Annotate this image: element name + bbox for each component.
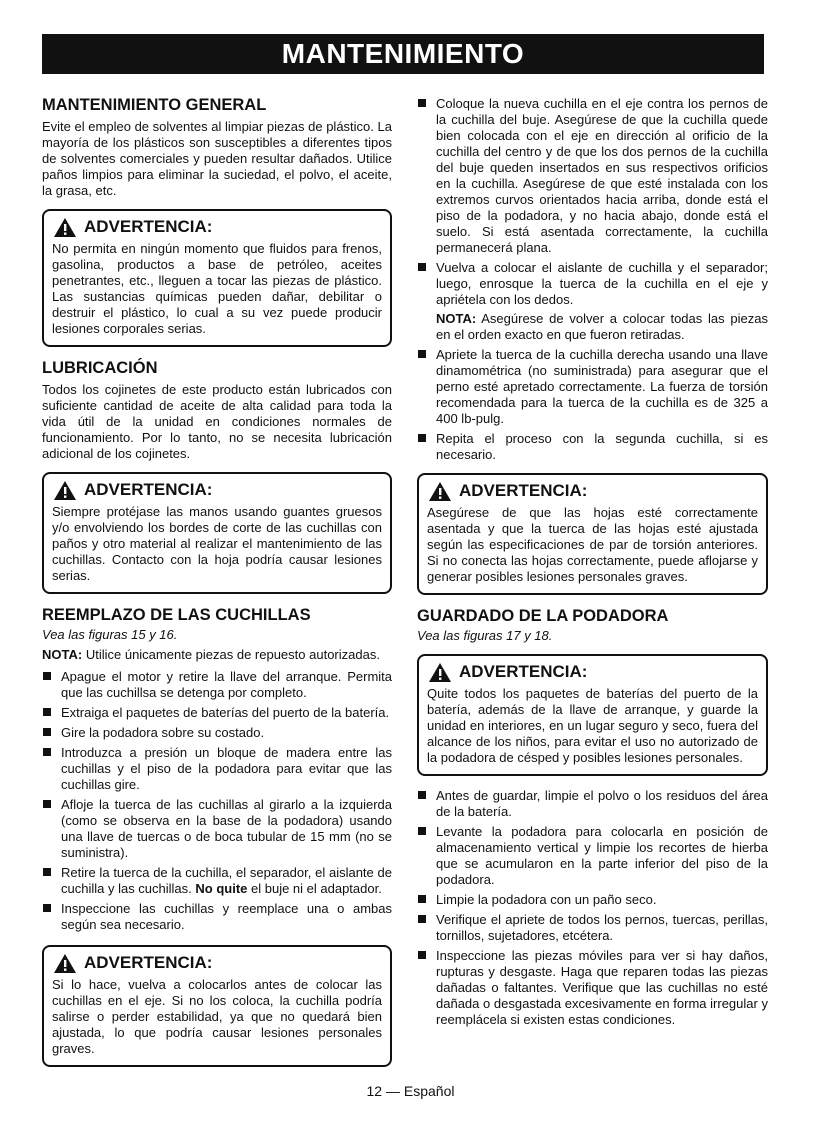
- list-item: Levante la podadora para colocarla en posición de almacenamiento vertical y limpie los recortes de hierba que se acumularon en la parte inferior del piso de la podadora.: [417, 824, 768, 888]
- warning-box: [417, 654, 768, 776]
- general-maintenance-heading: MANTENIMIENTO GENERAL: [42, 96, 267, 114]
- note-text: Utilice únicamente piezas de repuesto autorizadas.: [85, 647, 380, 662]
- note: [436, 311, 768, 343]
- page-title: MANTENIMIENTO: [42, 34, 764, 74]
- warning-title: ADVERTENCIA:: [84, 217, 213, 236]
- warning-text: Si lo hace, vuelva a colocarlos antes de colocar las cuchillas en el eje. Si no los coloca, la cuchilla podría salirse o perder estabilidad, ya que no quedará bien ajustada, lo que podría causar lesiones personales graves.: [52, 977, 382, 1056]
- figure-reference: Vea las figuras 15 y 16.: [42, 627, 178, 642]
- list-item: Inspeccione las cuchillas y reemplace una o ambas según sea necesario.: [42, 901, 392, 933]
- warning-text: Quite todos los paquetes de baterías del puerto de la batería, además de la llave de arranque, y guarde la unidad en interiores, en un lugar seguro y seco, fuera del alcance de los niños, para evitar el uso no autorizado de la podadora de césped y posibles lesiones personales.: [427, 686, 758, 765]
- list-item: Coloque la nueva cuchilla en el eje contra los pernos de la cuchilla del buje. Asegúrese de que la cuchilla quede bien colocada con el eje en dirección al orificio de la cuchilla del centro y de que los dos pernos de la cuchilla del buje queden insertados en sus respectivos orificios en la cuchilla. Asegúrese de que esté instalada con los extremos curvos orientados hacia arriba, donde está el piso de la podadora, y no hacia abajo, donde está el suelo. Si está asentada correctamente, la cuchilla permanecerá plana.: [417, 96, 768, 256]
- bullet-icon: [43, 904, 51, 912]
- bullet-icon: [418, 263, 426, 271]
- bullet-icon: [418, 434, 426, 442]
- warning-box: [417, 473, 768, 595]
- bullet-icon: [418, 915, 426, 923]
- list-item: Verifique el apriete de todos los pernos, tuercas, perillas, tornillos, sujetadores, etcétera.: [417, 912, 768, 944]
- page-number: 12 — Español: [366, 1083, 455, 1099]
- warning-text: No permita en ningún momento que fluidos para frenos, gasolina, productos a base de petróleo, aceites penetrantes, etc., lleguen a tocar las piezas de plástico. Las sustancias químicas pueden dañar, debilitar o destruir el plástico, lo cual a su vez puede producir lesiones corporales serias.: [52, 241, 382, 336]
- list-item: Inspeccione las piezas móviles para ver si hay daños, rupturas y desgaste. Haga que reparen todas las piezas dañadas o faltantes. Verifique que las cuchillas no esté dañada o desgastada excesivamente en forma irregular y reemplácela si existen estas condiciones.: [417, 948, 768, 1028]
- list-item: Antes de guardar, limpie el polvo o los residuos del área de la batería.: [417, 788, 768, 820]
- bullet-icon: [43, 800, 51, 808]
- bullet-icon: [418, 827, 426, 835]
- right-column: [417, 96, 768, 1032]
- bullet-icon: [43, 672, 51, 680]
- warning-title: ADVERTENCIA:: [459, 481, 588, 500]
- blade-steps-list-continued: [417, 96, 768, 463]
- list-item: Vuelva a colocar el aislante de cuchilla y el separador; luego, enrosque la tuerca de la cuchilla en el eje y apriétela con los dedos. NOTA: Asegúrese de volver a colocar todas las piezas en el orden exacto en que fueron retiradas.: [417, 260, 768, 343]
- bullet-icon: [418, 99, 426, 107]
- warning-title: ADVERTENCIA:: [459, 662, 588, 681]
- list-item: Apriete la tuerca de la cuchilla derecha usando una llave dinamométrica (no suministrada) para asegurar que el perno esté apretado correctamente. La fuerza de torsión recomendada para la tuerca de la cuchilla es de 325 a 400 lb-pulg.: [417, 347, 768, 427]
- warning-text: Siempre protéjase las manos usando guantes gruesos y/o envolviendo los bordes de corte de las cuchillas con paños y otro material al realizar el mantenimiento de las cuchillas. Contacto con la hoja podría causar lesiones serias.: [52, 504, 382, 583]
- bullet-icon: [43, 748, 51, 756]
- bullet-icon: [418, 791, 426, 799]
- blade-replacement-heading: REEMPLAZO DE LAS CUCHILLAS: [42, 606, 311, 624]
- figure-reference: Vea las figuras 17 y 18.: [417, 628, 553, 643]
- bullet-icon: [418, 350, 426, 358]
- list-item: Repita el proceso con la segunda cuchilla, si es necesario.: [417, 431, 768, 463]
- lubrication-heading: LUBRICACIÓN: [42, 359, 158, 377]
- warning-box: [42, 209, 392, 347]
- bullet-icon: [43, 728, 51, 736]
- note-label: NOTA:: [436, 311, 477, 326]
- bullet-icon: [43, 868, 51, 876]
- lubrication-text: Todos los cojinetes de este producto están lubricados con suficiente cantidad de aceite de alta calidad para toda la vida útil de la unidad en condiciones normales de funcionamiento. Por lo tanto, no se necesita lubricación adicional de los cojinetes.: [42, 382, 392, 461]
- list-item: Introduzca a presión un bloque de madera entre las cuchillas y el piso de la podadora para evitar que las cuchillas gire.: [42, 745, 392, 793]
- warning-box: [42, 472, 392, 594]
- warning-title: ADVERTENCIA:: [84, 480, 213, 499]
- warning-triangle-icon: [54, 218, 76, 237]
- list-item: Apague el motor y retire la llave del arranque. Permita que las cuchillsa se detenga por completo.: [42, 669, 392, 701]
- warning-triangle-icon: [54, 481, 76, 500]
- blade-steps-list: [42, 669, 392, 933]
- general-maintenance-text: Evite el empleo de solventes al limpiar piezas de plástico. La mayoría de los plásticos son susceptibles a diferentes tipos de solventes comerciales y pueden resultar dañados. Utilice paños limpios para eliminar la suciedad, el polvo, el aceite, la grasa, etc.: [42, 119, 392, 198]
- warning-text: Asegúrese de que las hojas esté correctamente asentada y que la tuerca de las hojas esté ajustada según las especificaciones de par de torsión anteriores. Si no conecta las hojas correctamente, puede aflojarse y generar posibles lesiones personales graves.: [427, 505, 758, 584]
- list-item: Afloje la tuerca de las cuchillas al girarlo a la izquierda (como se observa en la base de la podadora) usando una llave de tuercas o de boca tubular de 15 mm (no se suministra).: [42, 797, 392, 861]
- bullet-icon: [418, 895, 426, 903]
- warning-title: ADVERTENCIA:: [84, 953, 213, 972]
- bullet-icon: [418, 951, 426, 959]
- warning-triangle-icon: [429, 663, 451, 682]
- list-item: Retire la tuerca de la cuchilla, el separador, el aislante de cuchilla y las cuchillas. No quite el buje ni el adaptador.: [42, 865, 392, 897]
- storage-heading: GUARDADO DE LA PODADORA: [417, 607, 669, 625]
- list-item: Extraiga el paquetes de baterías del puerto de la batería.: [42, 705, 392, 721]
- storage-steps-list: [417, 788, 768, 1028]
- note: [42, 647, 392, 663]
- note-text: Asegúrese de volver a colocar todas las piezas en el orden exacto en que fueron retiradas.: [436, 311, 768, 342]
- bullet-icon: [43, 708, 51, 716]
- warning-box: [42, 945, 392, 1067]
- note-label: NOTA:: [42, 647, 83, 662]
- warning-triangle-icon: [429, 482, 451, 501]
- warning-triangle-icon: [54, 954, 76, 973]
- list-item: Limpie la podadora con un paño seco.: [417, 892, 768, 908]
- list-item: Gire la podadora sobre su costado.: [42, 725, 392, 741]
- left-column: [42, 96, 392, 1079]
